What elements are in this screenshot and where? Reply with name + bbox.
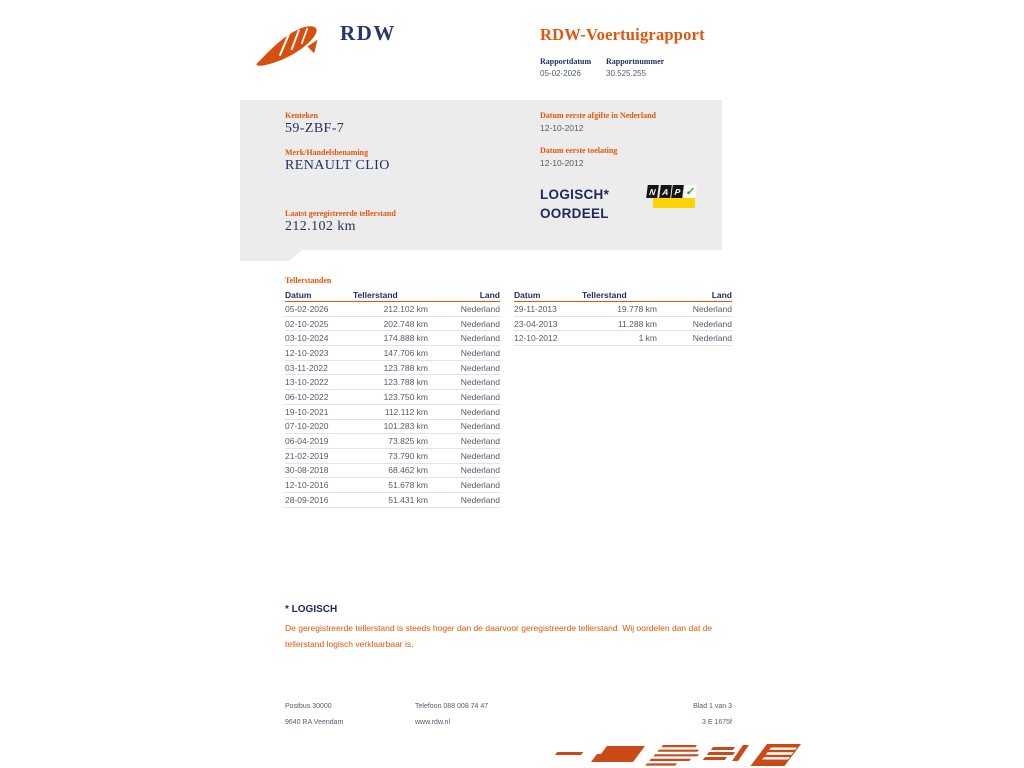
datum-cell: 05-02-2026 bbox=[285, 303, 329, 314]
land-cell: Nederland bbox=[460, 450, 500, 461]
land-cell: Nederland bbox=[460, 465, 500, 476]
tellerstand-cell: 112.112 km bbox=[384, 406, 428, 417]
nap-checkmark-icon: ✓ bbox=[684, 186, 696, 198]
tellerstand-cell: 123.788 km bbox=[383, 377, 428, 388]
merk-value: RENAULT CLIO bbox=[285, 158, 390, 173]
tellerstand-cell: 123.788 km bbox=[383, 362, 428, 373]
tellerstand-cell: 101.283 km bbox=[383, 421, 428, 432]
column-header: Datum bbox=[514, 290, 541, 300]
tellerstand-cell: 51.431 km bbox=[388, 494, 428, 505]
datum-cell: 07-10-2020 bbox=[285, 421, 329, 432]
odometer-row bbox=[514, 302, 732, 317]
odometer-row bbox=[514, 317, 732, 332]
datum-cell: 06-10-2022 bbox=[285, 391, 329, 402]
logisch-note-text: De geregistreerde tellerstand is steeds hoger dan de daarvoor geregistreerde tellerstand. Wij oordelen dan dat de tellerstand logisch verklaarbaar is. bbox=[285, 623, 713, 649]
odometer-row bbox=[285, 390, 500, 405]
nap-logo bbox=[647, 185, 697, 211]
column-header: Tellerstand bbox=[582, 290, 627, 300]
tellerstand-cell: 147.706 km bbox=[383, 347, 428, 358]
column-header: Land bbox=[711, 290, 732, 300]
toelating-value: 12-10-2012 bbox=[540, 158, 584, 168]
rapportdatum-value: 05-02-2026 bbox=[540, 69, 581, 78]
tellerstand-value: 212.102 km bbox=[285, 219, 356, 234]
nap-letter-n: N bbox=[646, 185, 659, 198]
tellerstand-cell: 73.790 km bbox=[388, 450, 428, 461]
tellerstand-label: Laatst geregistreerde tellerstand bbox=[285, 209, 396, 218]
odometer-row bbox=[285, 434, 500, 449]
odometer-row bbox=[285, 420, 500, 435]
nap-letter-p: P bbox=[671, 185, 684, 198]
datum-cell: 30-08-2018 bbox=[285, 465, 329, 476]
land-cell: Nederland bbox=[460, 318, 500, 329]
datum-cell: 13-10-2022 bbox=[285, 377, 329, 388]
datum-cell: 06-04-2019 bbox=[285, 436, 329, 447]
odometer-row bbox=[285, 346, 500, 361]
footer-website: www.rdw.nl bbox=[415, 718, 451, 726]
datum-cell: 12-10-2023 bbox=[285, 347, 329, 358]
datum-cell: 28-09-2016 bbox=[285, 494, 329, 505]
footer-page-number: Blad 1 van 3 bbox=[693, 703, 732, 710]
tellerstand-cell: 202.748 km bbox=[383, 318, 428, 329]
nap-yellow-bar bbox=[653, 197, 695, 208]
table-header-row bbox=[285, 289, 500, 302]
footer-phone: Telefoon 088 008 74 47 bbox=[415, 703, 489, 710]
datum-cell: 03-11-2022 bbox=[285, 362, 328, 373]
land-cell: Nederland bbox=[460, 421, 500, 432]
land-cell: Nederland bbox=[460, 436, 500, 447]
rdw-logo-text: RDW bbox=[340, 21, 396, 45]
afgifte-value: 12-10-2012 bbox=[540, 123, 584, 133]
tellerstand-cell: 73.825 km bbox=[388, 436, 428, 447]
tellerstand-cell: 68.462 km bbox=[388, 465, 428, 476]
kenteken-value: 59-ZBF-7 bbox=[285, 121, 345, 136]
oordeel-line2: OORDEEL bbox=[540, 206, 609, 221]
odometer-row bbox=[285, 449, 500, 464]
tellerstand-cell: 11.288 km bbox=[617, 318, 657, 329]
rapportnummer-value: 30.525.255 bbox=[606, 69, 647, 78]
land-cell: Nederland bbox=[460, 480, 500, 491]
datum-cell: 21-02-2019 bbox=[285, 450, 329, 461]
land-cell: Nederland bbox=[460, 347, 500, 358]
land-cell: Nederland bbox=[692, 318, 732, 329]
tellerstand-cell: 1 km bbox=[638, 333, 657, 344]
datum-cell: 23-04-2013 bbox=[514, 318, 558, 329]
odometer-row bbox=[285, 405, 500, 420]
land-cell: Nederland bbox=[460, 333, 500, 344]
tellerstand-cell: 212.102 km bbox=[383, 303, 428, 314]
footer-address bbox=[285, 699, 343, 730]
land-cell: Nederland bbox=[460, 494, 500, 505]
footer-address-line2: 9640 RA Veendam bbox=[285, 718, 344, 726]
datum-cell: 12-10-2016 bbox=[285, 480, 329, 491]
oordeel-line1: LOGISCH* bbox=[540, 187, 610, 202]
odometer-row bbox=[285, 302, 500, 317]
toelating-label: Datum eerste toelating bbox=[540, 146, 618, 155]
odometer-row bbox=[285, 317, 500, 332]
nap-letter-a: A bbox=[659, 185, 672, 198]
land-cell: Nederland bbox=[460, 303, 500, 314]
footer-page-info bbox=[620, 699, 732, 730]
land-cell: Nederland bbox=[692, 303, 732, 314]
land-cell: Nederland bbox=[460, 377, 500, 388]
datum-cell: 19-10-2021 bbox=[285, 406, 329, 417]
tellerstand-cell: 174.888 km bbox=[383, 333, 428, 344]
odometer-row bbox=[285, 464, 500, 479]
oordeel-text bbox=[540, 185, 609, 223]
tellerstand-cell: 123.750 km bbox=[383, 391, 428, 402]
rapportdatum-label: Rapportdatum bbox=[540, 57, 592, 66]
tellerstanden-section-title: Tellerstanden bbox=[285, 276, 332, 285]
odometer-table-left bbox=[285, 289, 500, 508]
footer-address-line1: Postbus 30000 bbox=[285, 703, 332, 710]
odometer-row bbox=[285, 361, 500, 376]
tellerstand-cell: 19.778 km bbox=[617, 303, 657, 314]
land-cell: Nederland bbox=[460, 362, 500, 373]
kenteken-label: Kenteken bbox=[285, 111, 318, 120]
afgifte-label: Datum eerste afgifte in Nederland bbox=[540, 111, 656, 120]
datum-cell: 29-11-2013 bbox=[514, 303, 557, 314]
rdw-feather-logo-icon bbox=[252, 18, 336, 70]
datum-cell: 12-10-2012 bbox=[514, 333, 558, 344]
vehicle-summary-box-tab bbox=[240, 250, 302, 261]
tellerstand-cell: 51.678 km bbox=[388, 480, 428, 491]
report-title: RDW-Voertuigrapport bbox=[540, 25, 705, 44]
merk-label: Merk/Handelsbenaming bbox=[285, 148, 369, 157]
odometer-row bbox=[285, 375, 500, 390]
odometer-row bbox=[285, 478, 500, 493]
land-cell: Nederland bbox=[692, 333, 732, 344]
odometer-row bbox=[285, 331, 500, 346]
odometer-table-right bbox=[514, 289, 732, 346]
land-cell: Nederland bbox=[460, 406, 500, 417]
footer-contact bbox=[415, 699, 488, 730]
odometer-row bbox=[514, 331, 732, 346]
land-cell: Nederland bbox=[460, 391, 500, 402]
footer-doc-code: 3 E 1675f bbox=[702, 718, 732, 726]
table-header-row bbox=[514, 289, 732, 302]
logisch-note-title: * LOGISCH bbox=[285, 604, 338, 615]
datum-cell: 03-10-2024 bbox=[285, 333, 329, 344]
column-header: Datum bbox=[285, 290, 312, 300]
odometer-row bbox=[285, 493, 500, 508]
datum-cell: 02-10-2025 bbox=[285, 318, 329, 329]
column-header: Land bbox=[479, 290, 500, 300]
rdw-stripes-graphic bbox=[545, 741, 801, 768]
rapportnummer-label: Rapportnummer bbox=[606, 57, 665, 66]
column-header: Tellerstand bbox=[353, 290, 398, 300]
